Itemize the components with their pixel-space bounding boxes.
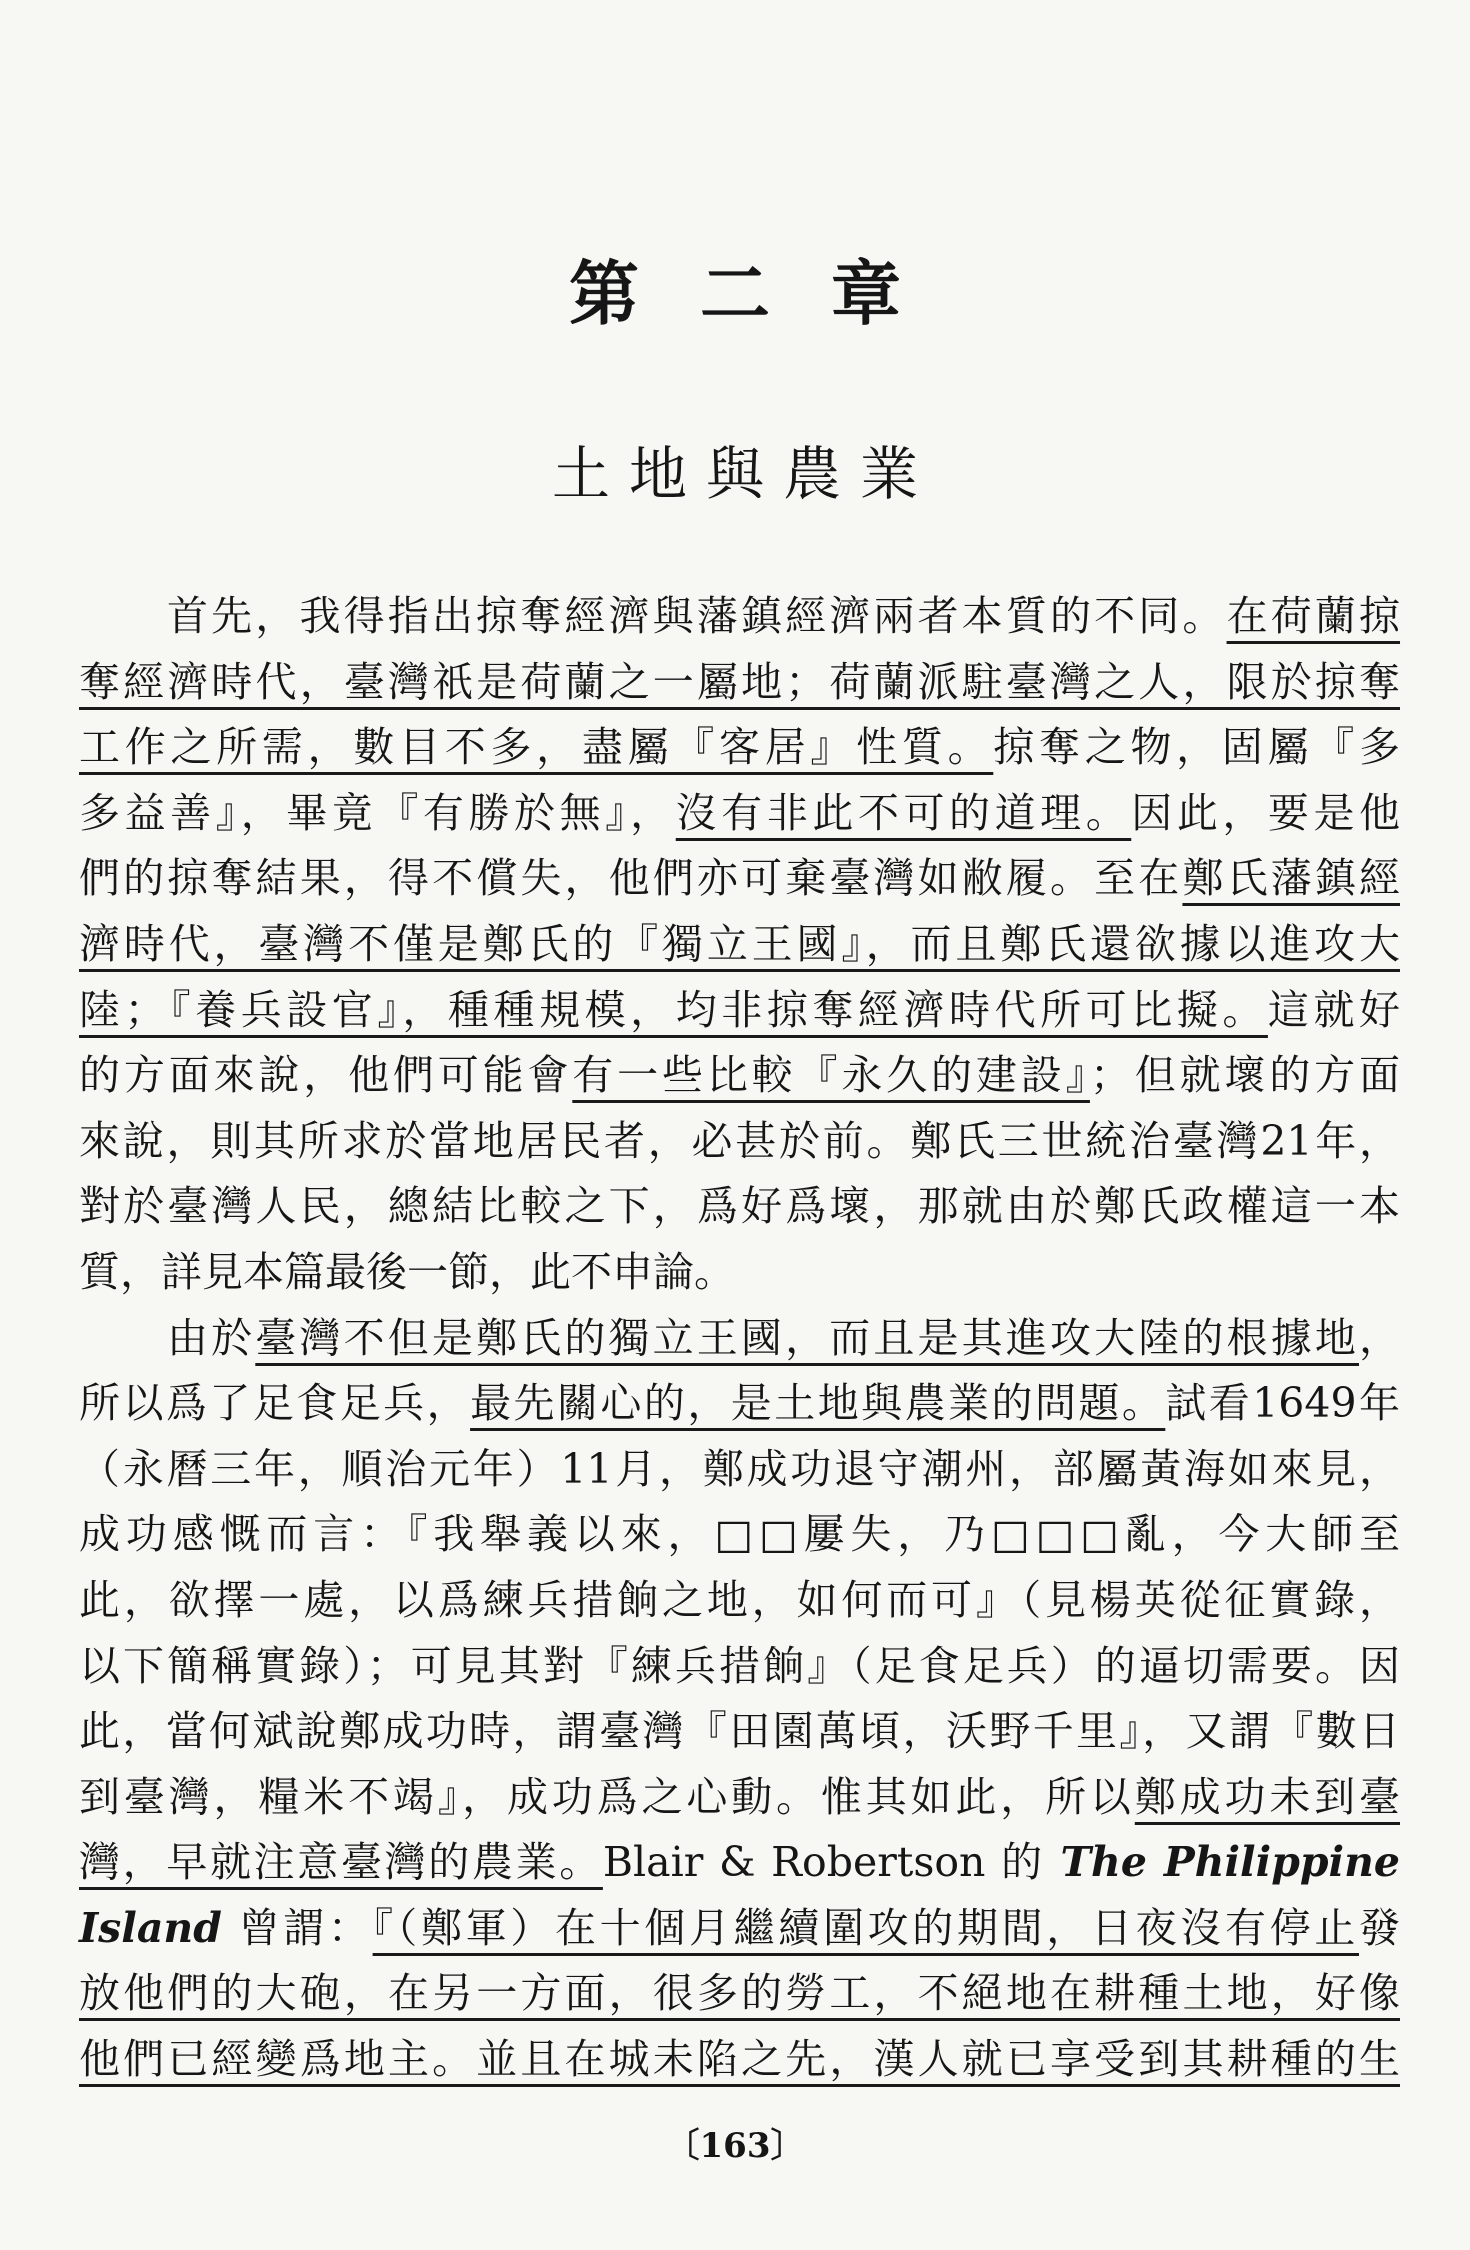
text-span: 此，當何斌說鄭成功時，謂臺灣『田園萬頃，沃野千里』，又謂『數日	[79, 1707, 1400, 1756]
underlined-text: 工作之所需，數目不多，盡屬『客居』性質。	[79, 723, 994, 772]
text-line	[79, 1502, 1400, 1568]
text-span: 到臺灣，糧米不竭』，成功爲之心動。惟其如此，所以	[79, 1772, 1135, 1821]
text-span: ，	[1359, 1313, 1400, 1362]
text-line	[79, 584, 1400, 650]
text-span: 因此，要是他	[1131, 788, 1401, 837]
text-span: ；但就壞的方面	[1089, 1051, 1401, 1100]
text-span: 這就好	[1267, 985, 1401, 1034]
text-span: 掠奪之物，固屬『多	[993, 723, 1401, 772]
text-line	[79, 1240, 1400, 1306]
underlined-text: 鄭氏藩鎮經	[1182, 854, 1401, 903]
underlined-text: 沒有非此不可的道理。	[675, 788, 1132, 837]
text-line	[79, 1568, 1400, 1634]
italic-text: The Philippine	[1060, 1838, 1401, 1887]
text-line	[79, 1109, 1400, 1175]
underlined-text: 放他們的大砲，在另一方面，很多的勞工，不絕地在耕種土地，好像	[79, 1969, 1400, 2018]
text-span: 發	[1359, 1903, 1400, 1952]
text-span: 來說，則其所求於當地居民者，必甚於前。鄭氏三世統治臺灣21年，	[79, 1116, 1400, 1165]
underlined-text: 最先關心的，是土地與農業的問題。	[470, 1379, 1166, 1428]
text-line	[79, 1634, 1400, 1700]
text-line	[79, 650, 1400, 716]
text-span: 的方面來說，他們可能會	[79, 1051, 573, 1100]
underlined-text: 陸；『養兵設官』，種種規模，均非掠奪經濟時代所可比擬。	[79, 985, 1268, 1034]
text-span: 所以爲了足食足兵，	[79, 1379, 471, 1428]
page-number: 〔163〕	[665, 2126, 805, 2166]
underlined-text: 灣，早就注意臺灣的農業。	[79, 1838, 603, 1887]
text-line	[79, 912, 1400, 978]
text-span: 對於臺灣人民，總結比較之下，爲好爲壞，那就由於鄭氏政權這一本	[79, 1182, 1400, 1231]
text-span: 試看1649年	[1165, 1379, 1401, 1428]
text-line	[79, 1896, 1400, 1962]
italic-text: Island	[79, 1903, 222, 1952]
text-line	[79, 846, 1400, 912]
paragraph	[79, 1306, 1400, 2093]
text-span: Blair & Robertson 的	[602, 1838, 1061, 1887]
underlined-text: 濟時代，臺灣不僅是鄭氏的『獨立王國』，而且鄭氏還欲據以進攻大	[79, 919, 1400, 968]
text-line	[79, 715, 1400, 781]
text-span: 首先，我得指出掠奪經濟與藩鎮經濟兩者本質的不同。	[167, 592, 1227, 640]
underlined-text: 『（鄭軍）在十個月繼續圍攻的期間，日夜沒有停止	[372, 1903, 1359, 1952]
underlined-text: 鄭成功未到臺	[1134, 1772, 1401, 1821]
text-line	[79, 1699, 1400, 1765]
section-title: 土地與農業	[551, 440, 937, 508]
text-line	[79, 1765, 1400, 1831]
underlined-text: 有一些比較『永久的建設』	[572, 1051, 1090, 1100]
text-span: 以下簡稱實錄）；可見其對『練兵措餉』（足食足兵）的逼切需要。因	[79, 1641, 1400, 1690]
text-line	[79, 781, 1400, 847]
text-span: 此，欲擇一處，以爲練兵措餉之地，如何而可』（見楊英從征實錄，	[79, 1575, 1400, 1624]
text-span: 由於	[167, 1313, 256, 1362]
body-text	[79, 584, 1400, 2093]
text-line	[79, 2027, 1400, 2093]
paragraph	[79, 584, 1400, 1306]
text-span: 多益善』，畢竟『有勝於無』，	[79, 788, 676, 837]
text-span: （永曆三年，順治元年）11月，鄭成功退守潮州，部屬黃海如來見，	[79, 1444, 1400, 1493]
underlined-text: 奪經濟時代，臺灣祇是荷蘭之一屬地；荷蘭派駐臺灣之人，限於掠奪	[79, 657, 1400, 706]
text-line	[79, 1306, 1400, 1372]
text-span: 曾謂：	[221, 1903, 373, 1952]
text-line	[79, 1371, 1400, 1437]
text-line	[79, 1961, 1400, 2027]
text-line	[79, 1174, 1400, 1240]
text-line	[79, 1043, 1400, 1109]
underlined-text: 他們已經變爲地主。並且在城未陷之先，漢人就已享受到其耕種的生	[79, 2035, 1400, 2084]
text-span: 成功感慨而言：『我舉義以來，□□屢失，乃□□□亂，今大師至	[79, 1510, 1400, 1559]
underlined-text: 在荷蘭掠	[1226, 592, 1401, 640]
chapter-title: 第二章	[569, 252, 962, 335]
text-line	[79, 978, 1400, 1044]
underlined-text: 臺灣不但是鄭氏的獨立王國，而且是其進攻大陸的根據地	[255, 1313, 1359, 1362]
text-line	[79, 1437, 1400, 1503]
text-line	[79, 1830, 1400, 1896]
text-span: 們的掠奪結果，得不償失，他們亦可棄臺灣如敝履。至在	[79, 854, 1183, 903]
text-span: 質，詳見本篇最後一節，此不申論。	[79, 1247, 735, 1296]
